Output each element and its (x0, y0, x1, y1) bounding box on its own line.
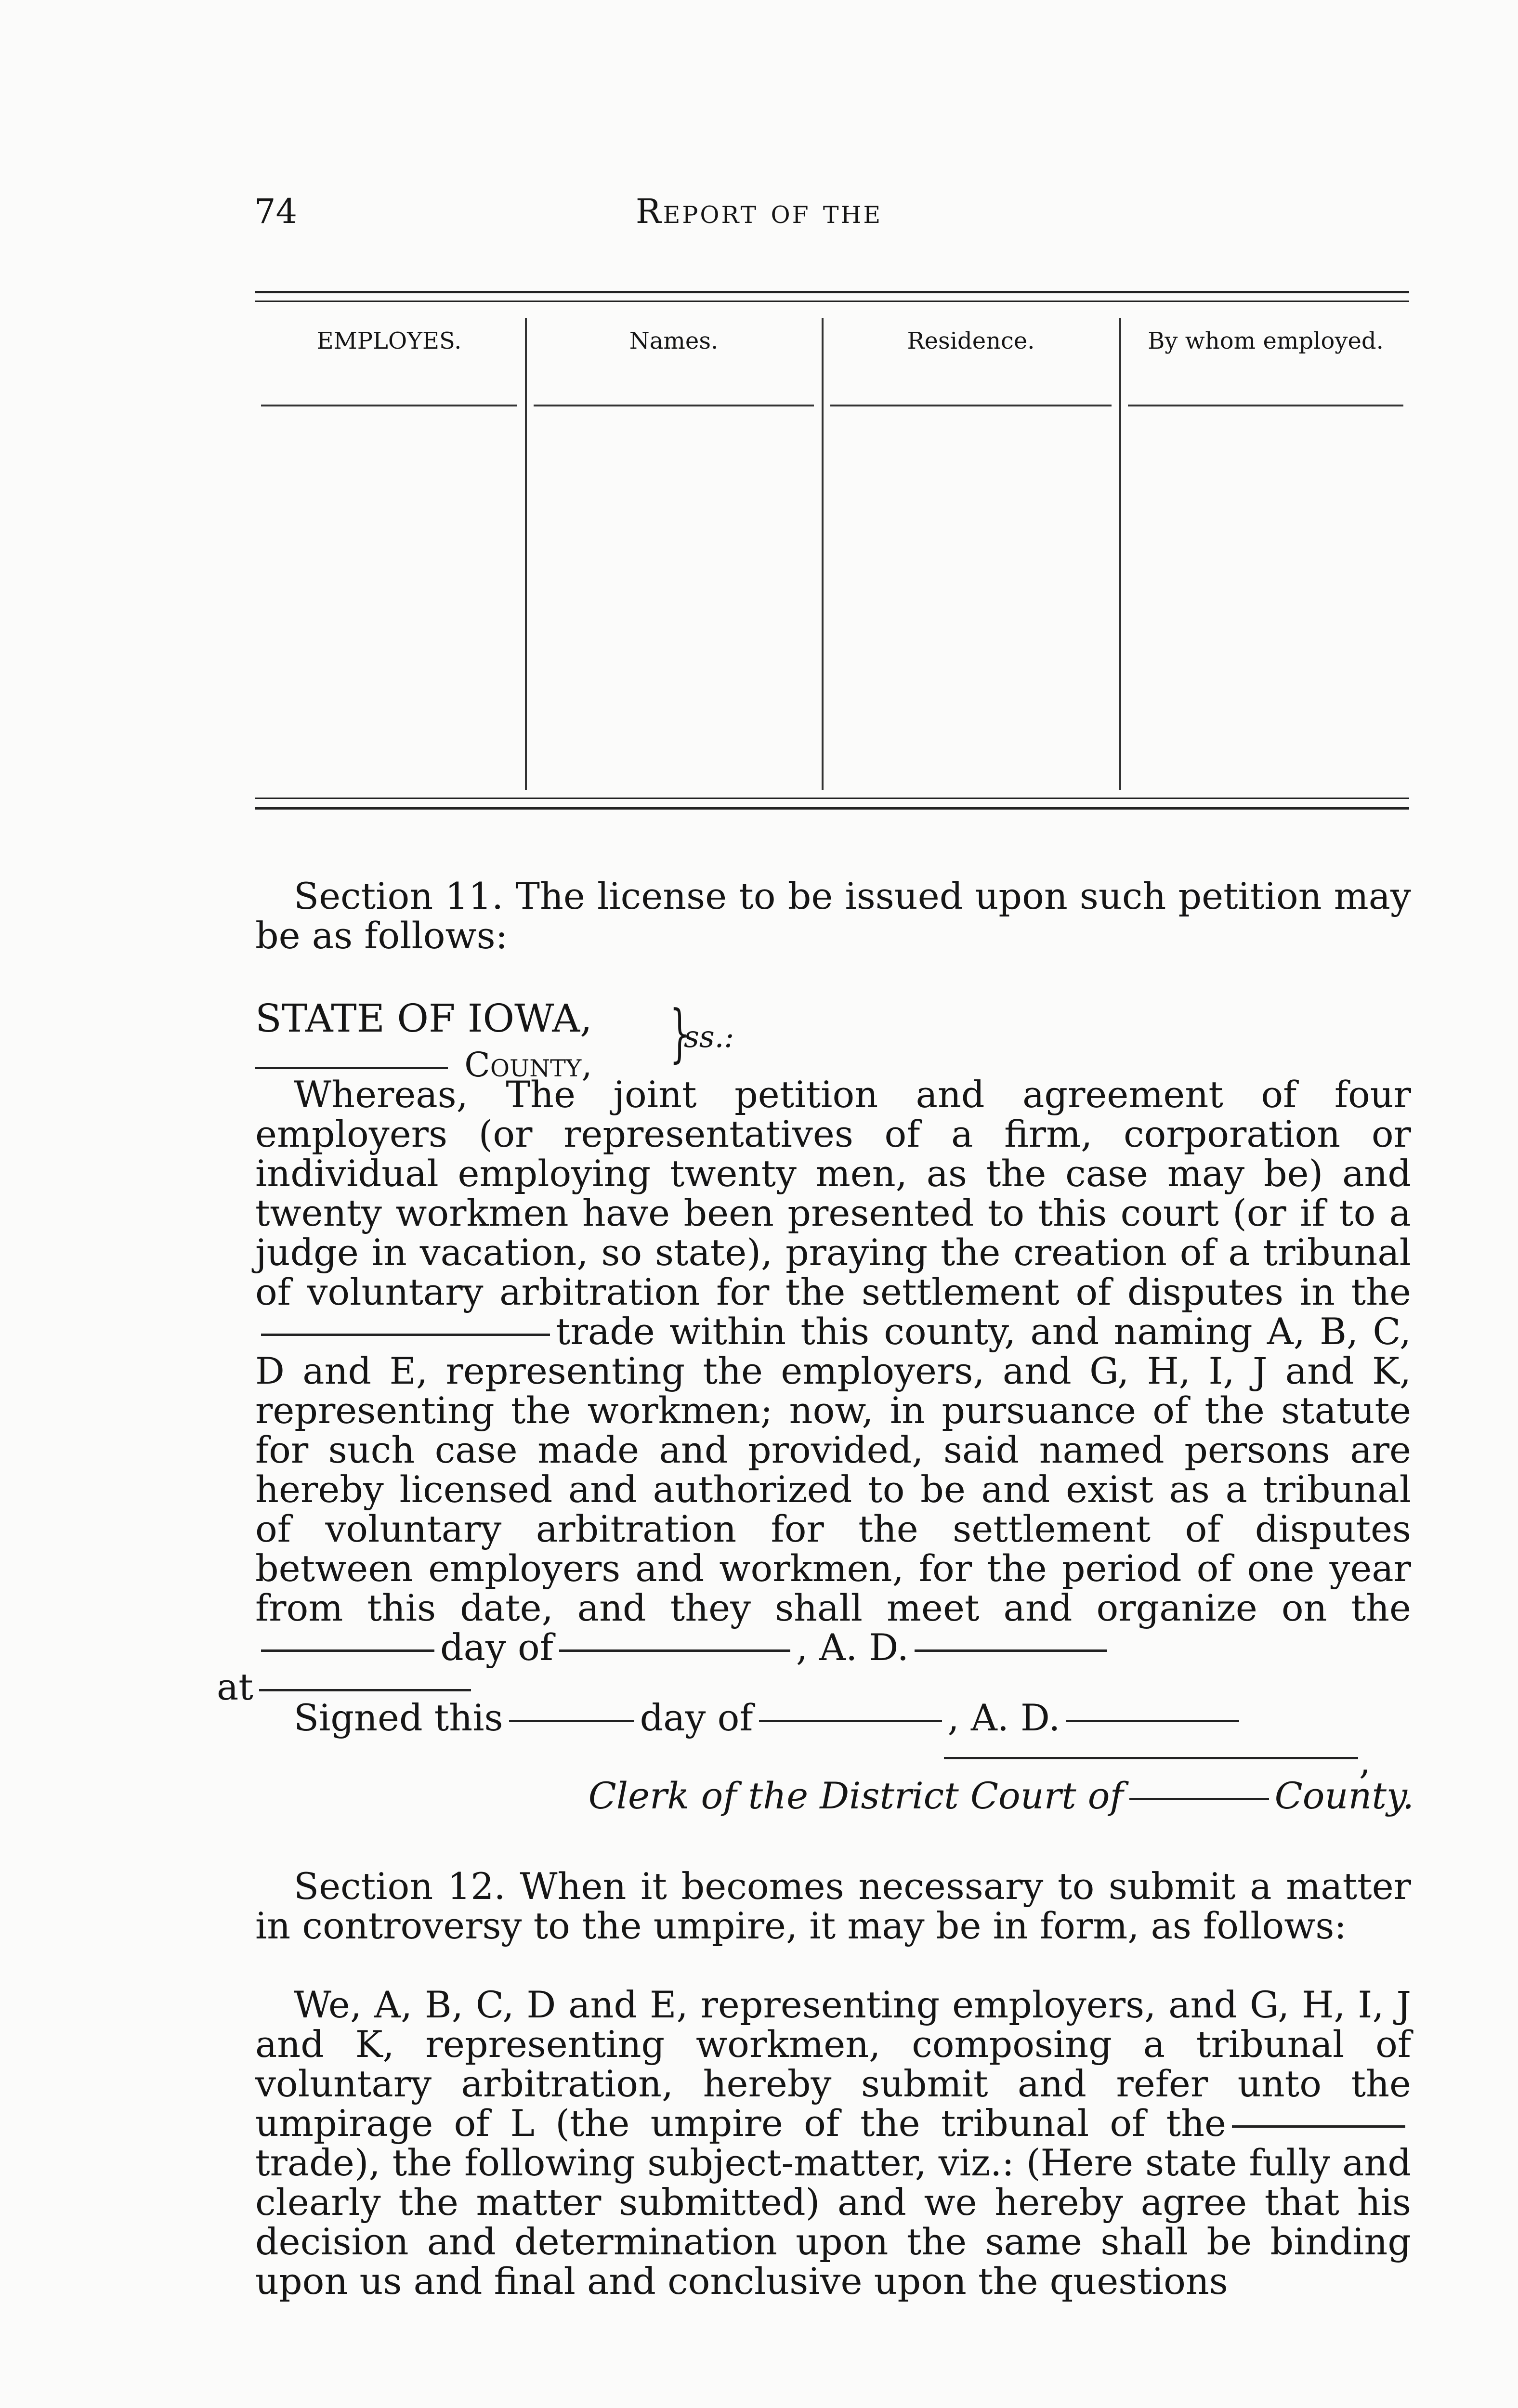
employes-table (254, 308, 1410, 798)
table-header-rule (261, 405, 517, 406)
table-header: Names. (629, 327, 719, 354)
blank-line (261, 1649, 434, 1652)
section-11-intro: Section 11. The license to be issued upon such petition may be as follows: (255, 875, 1411, 957)
state-of-iowa: STATE OF IOWA, (255, 996, 592, 1041)
section-11-text: trade within this county, and naming A, B, C, D and E, representing the employers, and G, H, I, J and K, representing the workmen; now, in pursuance of the statute for such case made and provided, said named persons are hereby licensed and authorized to be and exist as a tribunal of voluntary arbitration for the settlement of disputes between employers and workmen, for the period of one year from this date, and they shall meet and organize on the (255, 1310, 1411, 1629)
table-col-names (527, 308, 821, 790)
blank-line (759, 1720, 942, 1722)
blank-line (1066, 1720, 1239, 1722)
table-header: Residence. (907, 327, 1035, 354)
signed-line (294, 1696, 1245, 1739)
table-bottom-rule-inner (255, 807, 1409, 810)
blank-line (255, 1067, 448, 1069)
table-header: EMPLOYES. (316, 327, 462, 354)
section-12-intro: Section 12. When it becomes necessary to submit a matter in controversy to the umpire, it may be in form, as follows: (255, 1865, 1411, 1947)
table-header-rule (830, 405, 1112, 406)
signed-text: Signed this (294, 1696, 503, 1739)
section-12-text: We, A, B, C, D and E, representing employers, and G, H, I, J and K, representing workmen, composing a tribunal of voluntary arbitration, hereby submit and refer unto the umpirage of L (the umpire of the tribunal of the (255, 1983, 1411, 2145)
section-12-body (255, 1985, 1411, 2301)
table-col-employes (254, 308, 524, 790)
blank-line (1129, 1798, 1269, 1800)
blank-line (261, 1334, 550, 1336)
table-col-residence (824, 308, 1118, 790)
clerk-text: County. (1274, 1774, 1414, 1817)
signed-text: , A. D. (947, 1696, 1060, 1739)
section-11-text: at (217, 1665, 253, 1708)
blank-line (1232, 2125, 1405, 2128)
table-col-employer (1121, 308, 1410, 790)
section-11-body (217, 1073, 1411, 1708)
signed-text: day of (640, 1696, 753, 1739)
blank-line (509, 1720, 634, 1722)
blank-line (559, 1649, 790, 1652)
signature-line (944, 1757, 1358, 1759)
section-11-text: , A. D. (796, 1626, 909, 1669)
county-label: County, (464, 1045, 592, 1085)
signature-comma: , (1359, 1740, 1371, 1782)
section-11-text: day of (440, 1626, 553, 1669)
blank-line (915, 1649, 1107, 1652)
clerk-signature-line (0, 1774, 1414, 1817)
brace-glyph: } (669, 996, 690, 1070)
clerk-text: Clerk of the District Court of (588, 1774, 1124, 1817)
section-11-text: Whereas, The joint petition and agreement of four employers (or representatives of a firm, corporation or individual employing twenty men, as the case may be) and twenty workmen have been presented to this court (or if to a judge in vacation, so state), praying the creation of a tribunal of voluntary arbitration for the settlement of disputes in the (255, 1073, 1411, 1313)
running-head: Report of the (635, 192, 883, 231)
page-number: 74 (254, 192, 298, 231)
blank-line (259, 1689, 471, 1691)
table-header-rule (534, 405, 814, 406)
section-12-text: trade), the following subject-matter, viz.: (Here state fully and clearly the matter submitted) and we hereby agree that his decision and determination upon the same shall be binding upon us and final and conclusive upon the questions (255, 2141, 1411, 2303)
table-bottom-rule (255, 798, 1409, 799)
table-top-rule-inner (255, 301, 1409, 302)
table-top-rule (255, 291, 1409, 293)
ss-label: ss.: (684, 1019, 734, 1054)
table-header: By whom employed. (1148, 327, 1384, 354)
table-header-rule (1128, 405, 1403, 406)
